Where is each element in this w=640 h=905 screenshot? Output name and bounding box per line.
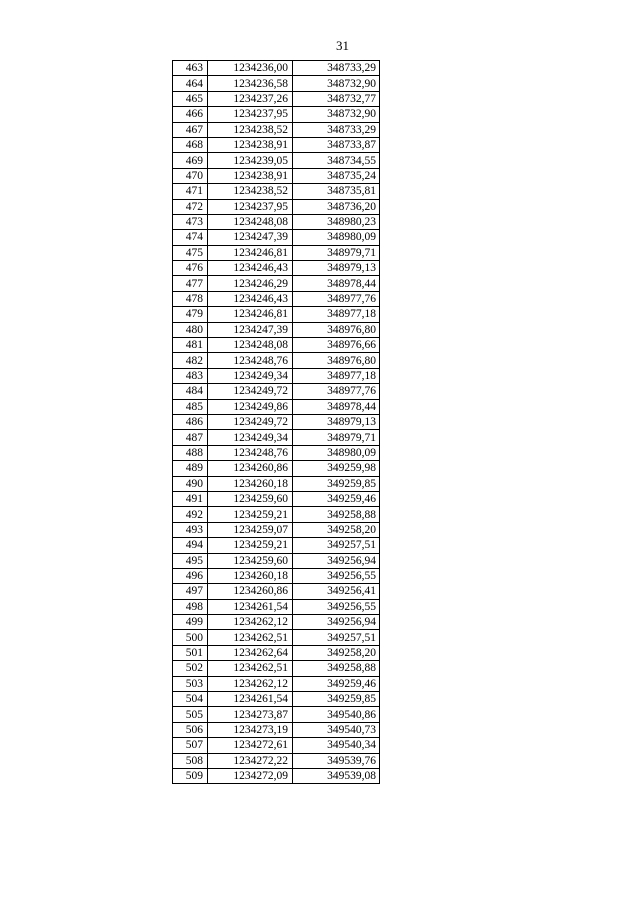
table-row (173, 91, 380, 106)
y-coordinate-cell: 349256,94 (293, 615, 380, 630)
x-coordinate-cell: 1234237,26 (208, 91, 293, 106)
x-coordinate-cell: 1234259,60 (208, 553, 293, 568)
y-coordinate-cell: 348736,20 (293, 199, 380, 214)
y-coordinate-cell: 348977,18 (293, 307, 380, 322)
y-coordinate-cell: 348733,29 (293, 122, 380, 137)
x-coordinate-cell: 1234259,60 (208, 491, 293, 506)
point-number-cell: 482 (173, 353, 208, 368)
table-row (173, 430, 380, 445)
y-coordinate-cell: 349257,51 (293, 630, 380, 645)
table-row (173, 322, 380, 337)
x-coordinate-cell: 1234236,58 (208, 76, 293, 91)
point-number-cell: 473 (173, 214, 208, 229)
y-coordinate-cell: 349540,73 (293, 722, 380, 737)
y-coordinate-cell: 349258,20 (293, 645, 380, 660)
y-coordinate-cell: 349256,55 (293, 568, 380, 583)
point-number-cell: 478 (173, 291, 208, 306)
x-coordinate-cell: 1234260,86 (208, 461, 293, 476)
y-coordinate-cell: 348734,55 (293, 153, 380, 168)
table-row (173, 214, 380, 229)
point-number-cell: 486 (173, 414, 208, 429)
table-row (173, 338, 380, 353)
y-coordinate-cell: 349259,46 (293, 491, 380, 506)
table-row (173, 61, 380, 76)
point-number-cell: 489 (173, 461, 208, 476)
point-number-cell: 494 (173, 538, 208, 553)
y-coordinate-cell: 348732,90 (293, 76, 380, 91)
y-coordinate-cell: 349258,88 (293, 661, 380, 676)
table-row (173, 584, 380, 599)
point-number-cell: 490 (173, 476, 208, 491)
table-row (173, 522, 380, 537)
x-coordinate-cell: 1234262,51 (208, 630, 293, 645)
point-number-cell: 484 (173, 384, 208, 399)
y-coordinate-cell: 348976,80 (293, 353, 380, 368)
coordinates-table (172, 60, 380, 784)
y-coordinate-cell: 349259,85 (293, 476, 380, 491)
y-coordinate-cell: 348977,18 (293, 368, 380, 383)
x-coordinate-cell: 1234262,12 (208, 676, 293, 691)
y-coordinate-cell: 348980,09 (293, 445, 380, 460)
x-coordinate-cell: 1234262,64 (208, 645, 293, 660)
x-coordinate-cell: 1234237,95 (208, 199, 293, 214)
x-coordinate-cell: 1234262,12 (208, 615, 293, 630)
point-number-cell: 497 (173, 584, 208, 599)
x-coordinate-cell: 1234239,05 (208, 153, 293, 168)
point-number-cell: 469 (173, 153, 208, 168)
table-row (173, 353, 380, 368)
x-coordinate-cell: 1234260,18 (208, 476, 293, 491)
x-coordinate-cell: 1234261,54 (208, 692, 293, 707)
table-row (173, 245, 380, 260)
y-coordinate-cell: 348735,81 (293, 184, 380, 199)
point-number-cell: 464 (173, 76, 208, 91)
point-number-cell: 504 (173, 692, 208, 707)
table-row (173, 707, 380, 722)
y-coordinate-cell: 348980,09 (293, 230, 380, 245)
table-row (173, 137, 380, 152)
point-number-cell: 483 (173, 368, 208, 383)
point-number-cell: 498 (173, 599, 208, 614)
table-row (173, 291, 380, 306)
y-coordinate-cell: 349256,55 (293, 599, 380, 614)
y-coordinate-cell: 348976,66 (293, 338, 380, 353)
y-coordinate-cell: 348977,76 (293, 384, 380, 399)
y-coordinate-cell: 349539,76 (293, 753, 380, 768)
x-coordinate-cell: 1234272,09 (208, 768, 293, 783)
x-coordinate-cell: 1234259,21 (208, 507, 293, 522)
x-coordinate-cell: 1234260,86 (208, 584, 293, 599)
table-row (173, 368, 380, 383)
y-coordinate-cell: 348732,90 (293, 107, 380, 122)
table-row (173, 491, 380, 506)
point-number-cell: 491 (173, 491, 208, 506)
table-row (173, 722, 380, 737)
point-number-cell: 509 (173, 768, 208, 783)
y-coordinate-cell: 348978,44 (293, 276, 380, 291)
x-coordinate-cell: 1234246,43 (208, 291, 293, 306)
coordinates-table-body (173, 61, 380, 784)
y-coordinate-cell: 348976,80 (293, 322, 380, 337)
table-row (173, 676, 380, 691)
x-coordinate-cell: 1234236,00 (208, 61, 293, 76)
y-coordinate-cell: 348977,76 (293, 291, 380, 306)
x-coordinate-cell: 1234273,19 (208, 722, 293, 737)
x-coordinate-cell: 1234247,39 (208, 230, 293, 245)
table-row (173, 122, 380, 137)
x-coordinate-cell: 1234249,72 (208, 384, 293, 399)
table-row (173, 661, 380, 676)
table-row (173, 476, 380, 491)
x-coordinate-cell: 1234238,52 (208, 184, 293, 199)
table-row (173, 753, 380, 768)
table-row (173, 630, 380, 645)
point-number-cell: 499 (173, 615, 208, 630)
x-coordinate-cell: 1234247,39 (208, 322, 293, 337)
x-coordinate-cell: 1234246,43 (208, 261, 293, 276)
point-number-cell: 471 (173, 184, 208, 199)
y-coordinate-cell: 349539,08 (293, 768, 380, 783)
table-row (173, 553, 380, 568)
y-coordinate-cell: 349540,86 (293, 707, 380, 722)
table-row (173, 507, 380, 522)
point-number-cell: 503 (173, 676, 208, 691)
point-number-cell: 508 (173, 753, 208, 768)
y-coordinate-cell: 348735,24 (293, 168, 380, 183)
x-coordinate-cell: 1234249,34 (208, 430, 293, 445)
point-number-cell: 466 (173, 107, 208, 122)
x-coordinate-cell: 1234259,07 (208, 522, 293, 537)
table-row (173, 445, 380, 460)
y-coordinate-cell: 349258,88 (293, 507, 380, 522)
table-row (173, 184, 380, 199)
x-coordinate-cell: 1234248,08 (208, 214, 293, 229)
table-row (173, 461, 380, 476)
point-number-cell: 470 (173, 168, 208, 183)
point-number-cell: 479 (173, 307, 208, 322)
table-row (173, 153, 380, 168)
table-row (173, 230, 380, 245)
table-row (173, 568, 380, 583)
point-number-cell: 477 (173, 276, 208, 291)
point-number-cell: 468 (173, 137, 208, 152)
table-row (173, 168, 380, 183)
x-coordinate-cell: 1234249,34 (208, 368, 293, 383)
y-coordinate-cell: 348980,23 (293, 214, 380, 229)
x-coordinate-cell: 1234248,08 (208, 338, 293, 353)
y-coordinate-cell: 348979,71 (293, 430, 380, 445)
y-coordinate-cell: 348979,71 (293, 245, 380, 260)
point-number-cell: 485 (173, 399, 208, 414)
point-number-cell: 500 (173, 630, 208, 645)
table-row (173, 384, 380, 399)
y-coordinate-cell: 348733,29 (293, 61, 380, 76)
x-coordinate-cell: 1234272,22 (208, 753, 293, 768)
x-coordinate-cell: 1234237,95 (208, 107, 293, 122)
table-row (173, 692, 380, 707)
x-coordinate-cell: 1234272,61 (208, 738, 293, 753)
y-coordinate-cell: 348978,44 (293, 399, 380, 414)
y-coordinate-cell: 349540,34 (293, 738, 380, 753)
x-coordinate-cell: 1234246,81 (208, 307, 293, 322)
point-number-cell: 492 (173, 507, 208, 522)
point-number-cell: 505 (173, 707, 208, 722)
point-number-cell: 465 (173, 91, 208, 106)
x-coordinate-cell: 1234259,21 (208, 538, 293, 553)
table-row (173, 307, 380, 322)
y-coordinate-cell: 348733,87 (293, 137, 380, 152)
x-coordinate-cell: 1234238,91 (208, 137, 293, 152)
table-row (173, 738, 380, 753)
point-number-cell: 480 (173, 322, 208, 337)
table-row (173, 261, 380, 276)
y-coordinate-cell: 349259,85 (293, 692, 380, 707)
x-coordinate-cell: 1234261,54 (208, 599, 293, 614)
page-number: 31 (336, 38, 349, 53)
y-coordinate-cell: 348979,13 (293, 414, 380, 429)
table-row (173, 645, 380, 660)
x-coordinate-cell: 1234238,52 (208, 122, 293, 137)
x-coordinate-cell: 1234246,81 (208, 245, 293, 260)
table-row (173, 768, 380, 783)
point-number-cell: 493 (173, 522, 208, 537)
point-number-cell: 476 (173, 261, 208, 276)
x-coordinate-cell: 1234248,76 (208, 353, 293, 368)
x-coordinate-cell: 1234262,51 (208, 661, 293, 676)
x-coordinate-cell: 1234249,72 (208, 414, 293, 429)
x-coordinate-cell: 1234248,76 (208, 445, 293, 460)
x-coordinate-cell: 1234249,86 (208, 399, 293, 414)
point-number-cell: 467 (173, 122, 208, 137)
y-coordinate-cell: 349256,41 (293, 584, 380, 599)
y-coordinate-cell: 348732,77 (293, 91, 380, 106)
x-coordinate-cell: 1234246,29 (208, 276, 293, 291)
point-number-cell: 463 (173, 61, 208, 76)
table-row (173, 107, 380, 122)
point-number-cell: 502 (173, 661, 208, 676)
x-coordinate-cell: 1234238,91 (208, 168, 293, 183)
table-row (173, 414, 380, 429)
point-number-cell: 507 (173, 738, 208, 753)
x-coordinate-cell: 1234260,18 (208, 568, 293, 583)
table-row (173, 399, 380, 414)
y-coordinate-cell: 349256,94 (293, 553, 380, 568)
x-coordinate-cell: 1234273,87 (208, 707, 293, 722)
y-coordinate-cell: 349259,46 (293, 676, 380, 691)
table-row (173, 599, 380, 614)
point-number-cell: 501 (173, 645, 208, 660)
y-coordinate-cell: 349258,20 (293, 522, 380, 537)
table-row (173, 76, 380, 91)
table-row (173, 538, 380, 553)
point-number-cell: 481 (173, 338, 208, 353)
table-row (173, 199, 380, 214)
point-number-cell: 472 (173, 199, 208, 214)
table-row (173, 615, 380, 630)
point-number-cell: 488 (173, 445, 208, 460)
point-number-cell: 506 (173, 722, 208, 737)
point-number-cell: 474 (173, 230, 208, 245)
y-coordinate-cell: 349259,98 (293, 461, 380, 476)
point-number-cell: 475 (173, 245, 208, 260)
point-number-cell: 496 (173, 568, 208, 583)
point-number-cell: 487 (173, 430, 208, 445)
y-coordinate-cell: 348979,13 (293, 261, 380, 276)
table-row (173, 276, 380, 291)
point-number-cell: 495 (173, 553, 208, 568)
y-coordinate-cell: 349257,51 (293, 538, 380, 553)
